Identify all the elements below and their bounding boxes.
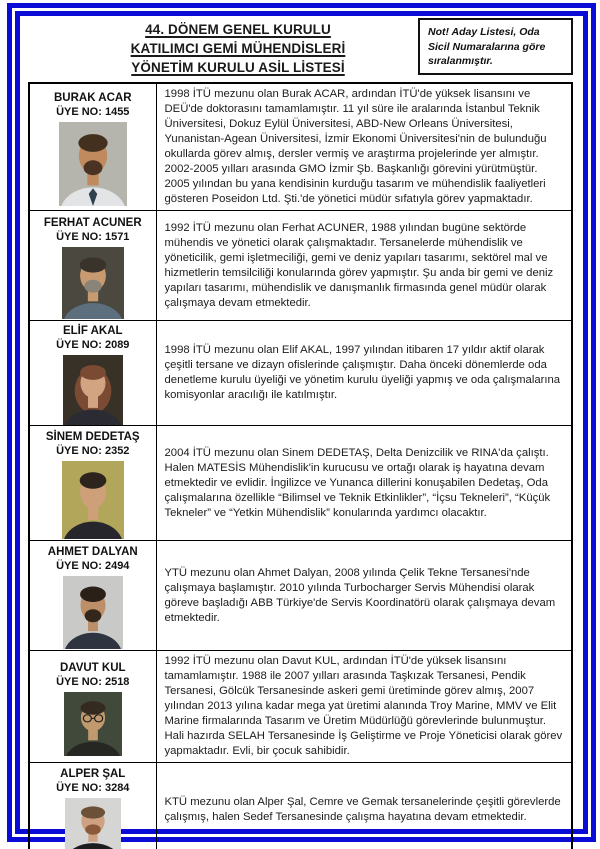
member-row <box>29 763 572 849</box>
member-photo <box>65 798 121 849</box>
member-photo <box>62 247 124 319</box>
member-photo <box>64 692 122 756</box>
member-name: FERHAT ACUNER <box>43 216 142 229</box>
member-row <box>29 211 572 321</box>
member-info-cell <box>29 541 156 651</box>
portrait-photo-icon <box>62 461 124 539</box>
title-text: 44. DÖNEM GENEL KURULU <box>145 22 331 37</box>
title-text: YÖNETİM KURULU ASİL LİSTESİ <box>131 60 345 75</box>
member-info-cell <box>29 426 156 541</box>
member-bio: KTÜ mezunu olan Alper Şal, Cemre ve Gemak tersanelerinde çeşitli görevlerde çalışmış, halen Sedef Tersanesinde çalışma hayatına devam etmektedir. <box>156 763 572 849</box>
member-number: ÜYE NO: 2518 <box>56 675 130 688</box>
member-number: ÜYE NO: 3284 <box>56 781 130 794</box>
member-row <box>29 83 572 211</box>
member-number: ÜYE NO: 2089 <box>56 339 130 351</box>
member-name: DAVUT KUL <box>59 661 126 674</box>
member-photo <box>62 461 124 539</box>
title-line-1 <box>58 20 418 39</box>
member-info-cell <box>29 321 156 426</box>
member-bio: 1992 İTÜ mezunu olan Ferhat ACUNER, 1988 yılından bugüne sektörde mühendis ve yönetici olarak çalışmaktadır. Tersanelerde mühendislik ve yöneticilik, gemi işletmeciliği, gemi ve deniz yapıları tasarımı, sektörel mal ve hizmetlerin temsilciliği konularında görev yapmıştır. Şu anda bir gemi ve deniz yapıları tasarımı, mühendislik ve danışmanlık firmasında genel müdür olarak çalışmaya devam etmektedir. <box>156 211 572 321</box>
member-number: ÜYE NO: 1571 <box>56 230 130 243</box>
member-row <box>29 651 572 763</box>
member-name: ELİF AKAL <box>62 325 123 337</box>
note-text: Not! Aday Listesi, Oda Sicil Numaralarına göre sıralanmıştır. <box>428 26 546 67</box>
member-bio: 1998 İTÜ mezunu olan Elif AKAL, 1997 yılından itibaren 17 yıldır aktif olarak çeşitli tersane ve dizayn ofislerinde çalışmıştır. Daha önceki dönemlerde oda denetleme kurulu üyeliği ve yönetim kurulu üyeliği yapmış ve oda çalışmalarına komisyonlar aracılığı ile katılmıştır. <box>156 321 572 426</box>
page-content <box>28 16 573 849</box>
member-bio: 2004 İTÜ mezunu olan Sinem DEDETAŞ, Delta Denizcilik ve RINA'da çalıştı. Halen MATESİS Mühendislik'in kurucusu ve ortağı olarak iş hayatına devam etmektedir ve evlidir. İngilizce ve Yunanca dillerini konuşabilen Dedetaş, Oda çalışmalarına özellikle “Bilimsel ve Teknik Etkinlikler”, “İçsu Tekneleri”, “Küçük Tekneler” ve “Yetkin Mühendislik” konularında yardımcı olacaktır. <box>156 426 572 541</box>
member-bio: YTÜ mezunu olan Ahmet Dalyan, 2008 yılında Çelik Tekne Tersanesi'nde çalışmaya başlamıştır. 2010 yılında Turbocharger Servis Mühendisi olarak göreve başladığı ABB Türkiye'de Servis Koordinatörü olarak çalışmaya devam etmektedir. <box>156 541 572 651</box>
document-title <box>28 16 418 77</box>
member-number: ÜYE NO: 2352 <box>56 445 130 457</box>
member-name: ALPER ŞAL <box>60 767 126 780</box>
member-bio: 1992 İTÜ mezunu olan Davut KUL, ardından İTÜ'de yüksek lisansını tamamlamıştır. 1988 ile 2007 yılları arasında Taşkızak Tersanesi, Pendik Tersanesi, Gölcük Tersanesinde askeri gemi üretiminde görev almış, 2007 yılından 2013 yılına kadar mega yat üretimi alanında Troy Marine, MMV ve Elit Marine firmalarında Tasarım ve Üretim Müdürlüğü görevlerinde bulunmuştur. Hali hazırda SELAH Tersanesinde İş Geliştirme ve Proje Yöneticisi olarak görev yapmaktadır. Evli, bir çocuk sahibidir. <box>156 651 572 763</box>
note-box <box>418 18 573 75</box>
member-info-cell <box>29 651 156 763</box>
member-info-cell <box>29 763 156 849</box>
member-bio: 1998 İTÜ mezunu olan Burak ACAR, ardından İTÜ'de yüksek lisansını ve DEÜ'de doktorasını tamamlamıştır. 11 yıl süre ile aralarında İstanbul Teknik Üniversitesi, Dokuz Eylül Üniversitesi, ABD-New Orleans Üniversitesi, Yunanistan-Agean Üniversitesi, İzmir Ekonomi Üniversitesi'nin de bulunduğu okullarda görev almış, dersler vermiş ve araştırma projelerinde yer almıştır. 2002-2005 yılları arasında GMO İzmir Şb. Başkanlığı görevini yürütmüştür. 2005 yılından bu yana kendisinin kurduğu tasarım ve mühendislik faaliyetleri gösteren Poseidon Ltd. Şti.'de yönetici müdür sıfatıyla görev yapmaktadır. <box>156 83 572 211</box>
portrait-photo-icon <box>59 122 127 206</box>
member-info-cell <box>29 211 156 321</box>
member-row <box>29 426 572 541</box>
member-photo <box>63 576 123 649</box>
title-line-3 <box>58 58 418 77</box>
member-photo <box>63 355 123 425</box>
portrait-photo-icon <box>65 798 121 849</box>
portrait-photo-icon <box>62 247 124 319</box>
roster-table <box>28 82 573 849</box>
member-row <box>29 321 572 426</box>
member-info-cell <box>29 83 156 211</box>
member-name: SİNEM DEDETAŞ <box>45 431 140 443</box>
portrait-photo-icon <box>63 576 123 649</box>
portrait-photo-icon <box>63 355 123 425</box>
member-photo <box>59 122 127 206</box>
page-header <box>28 16 573 77</box>
title-text: KATILIMCI GEMİ MÜHENDİSLERİ <box>130 41 346 56</box>
title-line-2 <box>58 39 418 58</box>
member-number: ÜYE NO: 2494 <box>56 560 130 572</box>
member-name: BURAK ACAR <box>53 92 132 104</box>
member-name: AHMET DALYAN <box>47 546 138 558</box>
member-number: ÜYE NO: 1455 <box>56 106 130 118</box>
portrait-photo-icon <box>64 692 122 756</box>
member-row <box>29 541 572 651</box>
